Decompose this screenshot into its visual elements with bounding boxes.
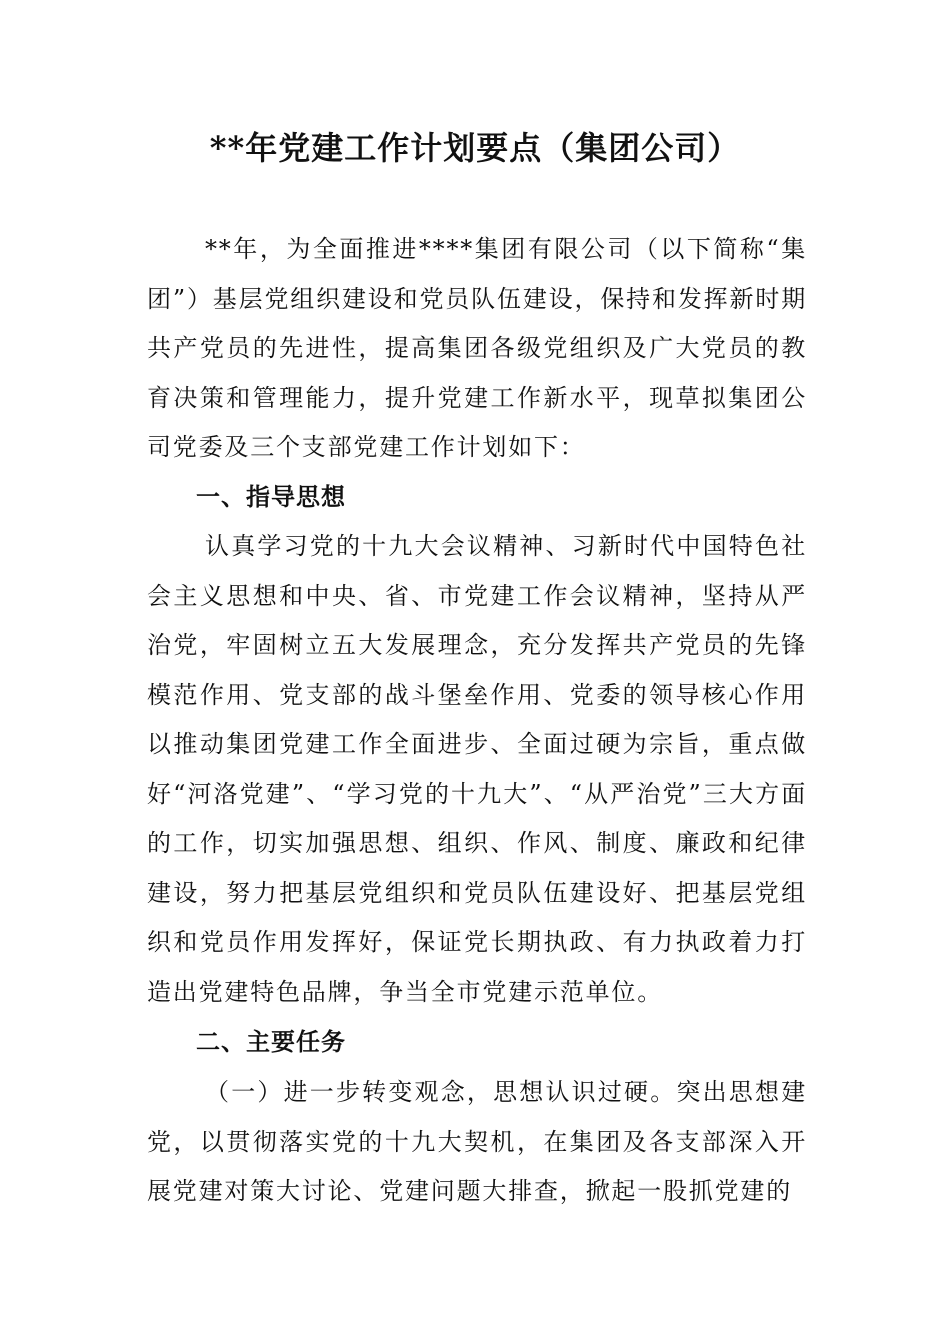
section-heading-main-tasks: 二、主要任务 bbox=[196, 1028, 346, 1056]
document-title: **年党建工作计划要点（集团公司） bbox=[209, 129, 741, 167]
section-paragraph-main-tasks: （一）进一步转变观念，思想认识过硬。突出思想建党，以贯彻落实党的十九大契机，在集团及各支部深入开展党建对策大讨论、党建问题大排查，掀起一股抓党建的 bbox=[147, 1078, 807, 1205]
intro-paragraph: **年，为全面推进****集团有限公司（以下简称“集团”）基层党组织建设和党员队伍建设，保持和发挥新时期共产党员的先进性，提高集团各级党组织及广大党员的教育决策和管理能力，提升党建工作新水平，现草拟集团公司党委及三个支部党建工作计划如下： bbox=[147, 235, 807, 461]
section-paragraph-guiding-ideology: 认真学习党的十九大会议精神、习新时代中国特色社会主义思想和中央、省、市党建工作会议精神，坚持从严治党，牢固树立五大发展理念，充分发挥共产党员的先锋模范作用、党支部的战斗堡垒作用、党委的领导核心作用以推动集团党建工作全面进步、全面过硬为宗旨，重点做好“河洛党建”、“学习党的十九大”、“从严治党”三大方面的工作，切实加强思想、组织、作风、制度、廉政和纪律建设，努力把基层党组织和党员队伍建设好、把基层党组织和党员作用发挥好，保证党长期执政、有力执政着力打造出党建特色品牌，争当全市党建示范单位。 bbox=[147, 532, 807, 1006]
section-heading-guiding-ideology: 一、指导思想 bbox=[196, 483, 346, 511]
